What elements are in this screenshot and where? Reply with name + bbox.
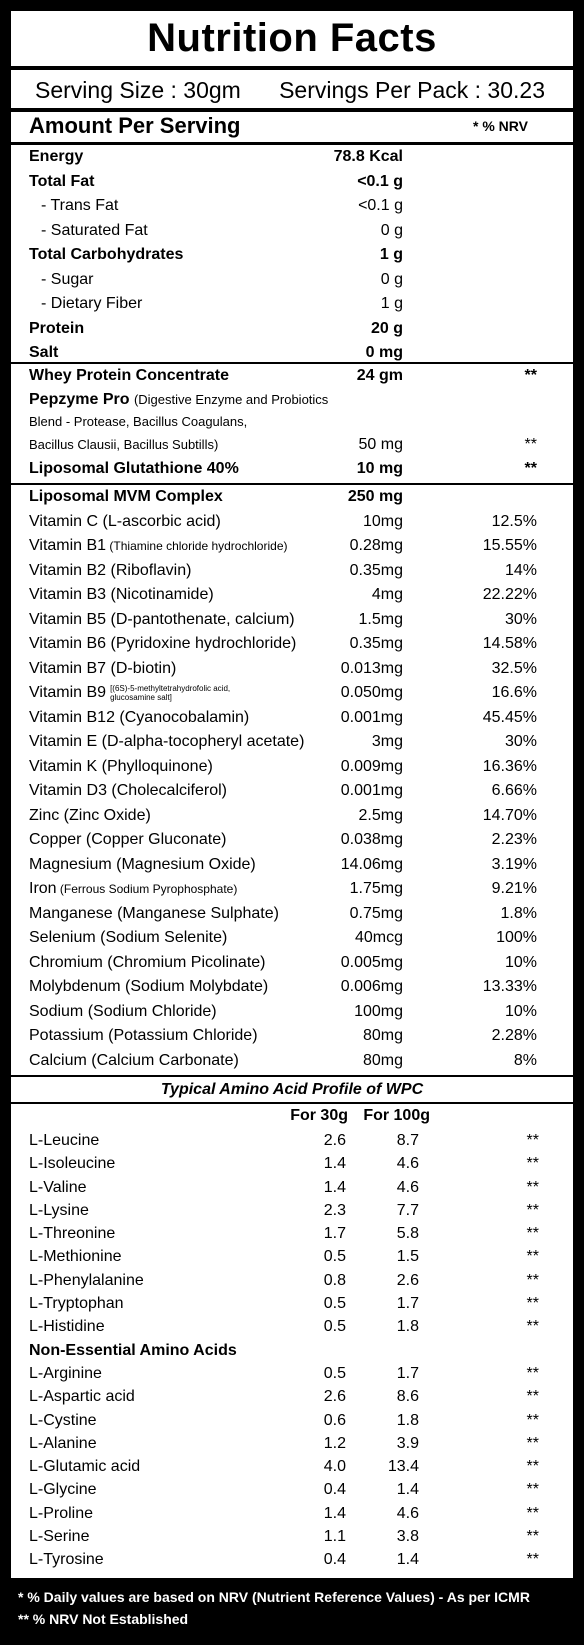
amino-for-30g: 4.0: [323, 1458, 346, 1476]
amino-name: L-Histidine: [29, 1318, 105, 1336]
mvm-row: [11, 853, 573, 878]
serving-size: Serving Size : 30gm: [35, 77, 241, 103]
amino-row: [11, 1478, 573, 1501]
divider: [11, 1075, 573, 1077]
amino-name: L-Cystine: [29, 1411, 97, 1429]
amino-name: L-Serine: [29, 1528, 90, 1546]
pepzyme-desc2: Blend - Protease, Bacillus Coagulans,: [29, 413, 248, 429]
mvm-item-source: [110, 684, 230, 702]
mvm-row: [11, 1000, 573, 1025]
mvm-item-amount: 4mg: [371, 586, 403, 603]
amino-nrv: **: [526, 1551, 539, 1569]
amino-name: L-Arginine: [29, 1364, 102, 1382]
amino-for-30g: 0.5: [323, 1295, 346, 1313]
amino-nrv: **: [526, 1271, 539, 1289]
pepzyme-row: [11, 389, 573, 411]
nutrient-name: Salt: [29, 344, 59, 361]
mvm-item-amount: 0.28mg: [349, 537, 403, 554]
mvm-item-source: (Ferrous Sodium Pyrophosphate): [56, 882, 238, 896]
mvm-row: [11, 681, 573, 706]
amino-row: [11, 1548, 573, 1571]
mvm-row: [11, 632, 573, 657]
footnotes: [18, 1586, 530, 1630]
mvm-item-name: Chromium (Chromium Picolinate): [29, 953, 266, 971]
mvm-item-nrv: 3.19%: [491, 855, 537, 873]
footnote-nrv-basis: * % Daily values are based on NRV (Nutrient Reference Values) - As per ICMR: [18, 1589, 530, 1605]
mvm-row: [11, 1049, 573, 1074]
mvm-item-name: Vitamin C (L-ascorbic acid): [29, 512, 221, 530]
mvm-item-nrv: 14.58%: [482, 635, 537, 652]
nutrient-row: [11, 317, 573, 342]
mvm-item-amount: 80mg: [362, 1027, 403, 1044]
amino-for-100g: 5.8: [396, 1225, 419, 1243]
mvm-header-row: [11, 485, 573, 510]
nutrient-amount: 0 g: [380, 221, 403, 239]
protein-blend-section: [11, 364, 573, 481]
mvm-item-name: Vitamin B2 (Riboflavin): [29, 561, 192, 579]
mvm-item-amount: 0.35mg: [349, 635, 403, 652]
amino-for-30g: 0.4: [323, 1551, 346, 1569]
mvm-item-amount: 100mg: [354, 1002, 403, 1020]
mvm-row: [11, 706, 573, 731]
mvm-item-nrv: 9.21%: [491, 880, 537, 897]
mvm-item-nrv: 14.70%: [482, 806, 537, 824]
amino-nrv: **: [526, 1201, 539, 1219]
amino-for-30g: 0.5: [323, 1248, 346, 1266]
mvm-row: [11, 926, 573, 951]
basic-nutrients: [11, 145, 573, 366]
mvm-item-nrv: 12.5%: [491, 512, 537, 530]
mvm-item-source-line: [(6S)-5-methyltetrahydrofolic acid,: [110, 683, 231, 693]
nutrient-name: Total Fat: [29, 172, 95, 190]
glutathione-nrv: **: [524, 459, 537, 477]
whey-name: Whey Protein Concentrate: [29, 367, 230, 384]
mvm-row: [11, 534, 573, 559]
amino-for-30g: 1.4: [323, 1504, 346, 1522]
mvm-row: [11, 510, 573, 535]
mvm-item-amount: 80mg: [362, 1051, 403, 1069]
nutrient-row: [11, 145, 573, 170]
amino-for-100g: 4.6: [396, 1504, 419, 1522]
mvm-item-amount: 0.001mg: [340, 782, 403, 799]
amino-name: L-Valine: [29, 1178, 87, 1196]
mvm-item-name: Zinc (Zinc Oxide): [29, 806, 151, 824]
mvm-amount: 250 mg: [347, 488, 403, 505]
mvm-item-nrv: 16.6%: [491, 684, 537, 701]
mvm-item-nrv: 8%: [513, 1051, 537, 1069]
mvm-row: [11, 559, 573, 584]
mvm-item-amount: 0.005mg: [340, 953, 403, 971]
pepzyme-amount: 50 mg: [358, 435, 403, 453]
mvm-item-name: Potassium (Potassium Chloride): [29, 1027, 258, 1044]
mvm-item-nrv: 6.66%: [491, 782, 537, 799]
mvm-row: [11, 975, 573, 1000]
mvm-item-name: Molybdenum (Sodium Molybdate): [29, 978, 269, 995]
amino-nrv: **: [526, 1411, 539, 1429]
nutrient-name: - Saturated Fat: [41, 221, 148, 239]
amino-row: [11, 1502, 573, 1525]
glutathione-name: Liposomal Glutathione 40%: [29, 459, 239, 477]
label-title: Nutrition Facts: [147, 16, 437, 60]
amino-row: [11, 1269, 573, 1292]
mvm-item-amount: 0.001mg: [340, 708, 403, 726]
mvm-item-name: Manganese (Manganese Sulphate): [29, 904, 279, 922]
pepzyme-nrv: **: [524, 435, 537, 453]
mvm-row: [11, 828, 573, 853]
mvm-item-source-line: glucosamine salt]: [110, 692, 172, 702]
mvm-item-amount: 3mg: [371, 733, 403, 750]
whey-amount: 24 gm: [356, 367, 403, 384]
nutrient-row: [11, 243, 573, 268]
amino-row: [11, 1222, 573, 1245]
amino-name: L-Tyrosine: [29, 1551, 104, 1569]
amino-nrv: **: [526, 1318, 539, 1336]
mvm-row: [11, 657, 573, 682]
amino-nrv: **: [526, 1295, 539, 1313]
nutrient-amount: <0.1 g: [357, 172, 403, 190]
mvm-row: [11, 902, 573, 927]
amino-row: [11, 1129, 573, 1152]
nutrient-amount: <0.1 g: [358, 197, 403, 214]
nutrient-amount: 20 g: [370, 319, 403, 337]
amino-for-100g: 2.6: [396, 1271, 419, 1289]
amino-nrv: **: [526, 1248, 539, 1266]
mvm-item-amount: 1.5mg: [358, 610, 403, 628]
mvm-item-nrv: 16.36%: [482, 757, 537, 775]
amino-for-100g: 13.4: [387, 1458, 419, 1476]
amino-nrv: **: [526, 1528, 539, 1546]
mvm-item-nrv: 2.28%: [491, 1027, 537, 1044]
nutrient-amount: 1 g: [379, 246, 403, 263]
glutathione-amount: 10 mg: [356, 459, 403, 477]
nutrient-row: [11, 219, 573, 244]
mvm-item-name: Selenium (Sodium Selenite): [29, 929, 228, 946]
amino-nrv: **: [526, 1388, 539, 1406]
mvm-item-name: Vitamin B6 (Pyridoxine hydrochloride): [29, 635, 297, 652]
nutrient-name: - Dietary Fiber: [41, 295, 143, 312]
amino-name: L-Proline: [29, 1504, 94, 1522]
amino-nrv: **: [526, 1225, 539, 1243]
amino-nrv: **: [526, 1178, 539, 1196]
amino-name: L-Methionine: [29, 1248, 122, 1266]
divider: [11, 1102, 573, 1104]
mvm-section: [11, 485, 573, 1073]
mvm-item-nrv: 30%: [504, 733, 537, 750]
amino-for-30g: 0.4: [323, 1481, 346, 1499]
amino-name: L-Isoleucine: [29, 1155, 116, 1173]
amino-for-30g: 2.6: [323, 1388, 346, 1406]
nutrient-row: [11, 194, 573, 219]
amino-name: L-Glycine: [29, 1481, 97, 1499]
pepzyme-amount-row: [11, 433, 573, 457]
mvm-item-amount: 0.35mg: [349, 561, 403, 579]
mvm-item-nrv: 22.22%: [482, 586, 537, 603]
mvm-row: [11, 755, 573, 780]
amino-name: L-Threonine: [29, 1225, 116, 1243]
amino-name: L-Aspartic acid: [29, 1388, 135, 1406]
amino-for-100g: 8.6: [396, 1388, 419, 1406]
amino-nrv: **: [526, 1364, 539, 1382]
nonessential-heading: Non-Essential Amino Acids: [29, 1341, 237, 1359]
nutrient-row: [11, 170, 573, 195]
amino-for-100g: 1.8: [396, 1318, 419, 1336]
mvm-item-name: Vitamin B1 (Thiamine chloride hydrochloride): [29, 537, 288, 554]
mvm-item-nrv: 14%: [504, 561, 537, 579]
nutrient-amount: 78.8 Kcal: [333, 148, 403, 165]
nutrient-name: Total Carbohydrates: [29, 246, 184, 263]
nutrient-row: [11, 268, 573, 293]
amino-for-100g: 8.7: [396, 1132, 419, 1149]
col-for-100g: For 100g: [363, 1107, 430, 1124]
mvm-item-nrv: 30%: [504, 610, 537, 628]
serving-row: [11, 71, 573, 109]
amino-title: Typical Amino Acid Profile of WPC: [160, 1081, 424, 1098]
amino-nrv: **: [526, 1132, 539, 1149]
amino-for-100g: 4.6: [396, 1178, 419, 1196]
mvm-row: [11, 877, 573, 902]
amino-for-30g: 2.3: [323, 1201, 346, 1219]
amino-for-100g: 1.4: [396, 1481, 419, 1499]
amino-name: L-Alanine: [29, 1434, 97, 1452]
amino-for-30g: 0.5: [323, 1318, 346, 1336]
mvm-item-name: Vitamin B7 (D-biotin): [29, 659, 177, 677]
amino-for-100g: 1.7: [396, 1295, 419, 1313]
divider: [11, 66, 573, 70]
nutrient-amount: 1 g: [380, 295, 403, 312]
whey-row: [11, 364, 573, 389]
mvm-name: Liposomal MVM Complex: [29, 488, 223, 505]
nonessential-heading-row: [11, 1339, 573, 1362]
pepzyme-desc3: Bacillus Clausii, Bacillus Subtills): [29, 436, 219, 452]
mvm-row: [11, 608, 573, 633]
amino-for-30g: 1.4: [323, 1178, 346, 1196]
glutathione-row: [11, 457, 573, 482]
servings-per-pack: Servings Per Pack : 30.23: [279, 77, 545, 103]
amino-for-100g: 3.8: [396, 1528, 419, 1546]
nutrient-name: Energy: [29, 148, 84, 165]
mvm-item-nrv: 10%: [504, 953, 537, 971]
pepzyme-name: Pepzyme Pro: [29, 390, 130, 408]
mvm-item-nrv: 15.55%: [482, 537, 537, 554]
amino-name: L-Phenylalanine: [29, 1271, 144, 1289]
whey-nrv: **: [524, 367, 537, 384]
amino-for-30g: 1.4: [323, 1155, 346, 1173]
amino-nrv: **: [526, 1155, 539, 1173]
mvm-item-amount: 0.050mg: [340, 684, 403, 701]
pepzyme-desc-row: [11, 411, 573, 433]
mvm-item-name: Sodium (Sodium Chloride): [29, 1002, 217, 1020]
mvm-item-source: (Thiamine chloride hydrochloride): [106, 539, 288, 553]
amino-row: [11, 1525, 573, 1548]
mvm-row: [11, 583, 573, 608]
col-for-30g: For 30g: [290, 1107, 348, 1124]
nrv-header: * % NRV: [473, 118, 528, 134]
amino-table: [11, 1129, 573, 1572]
amount-per-serving: Amount Per Serving: [29, 113, 241, 138]
amino-for-100g: 1.4: [396, 1551, 419, 1569]
amino-row: [11, 1432, 573, 1455]
amino-for-100g: 1.7: [396, 1364, 419, 1382]
mvm-item-amount: 0.006mg: [340, 978, 403, 995]
amino-for-30g: 2.6: [323, 1132, 346, 1149]
amino-for-100g: 4.6: [396, 1155, 419, 1173]
amino-row: [11, 1245, 573, 1268]
nutrition-label: [11, 11, 573, 1578]
amino-for-100g: 1.5: [396, 1248, 419, 1266]
amino-name: L-Glutamic acid: [29, 1458, 141, 1476]
mvm-item-nrv: 1.8%: [500, 904, 537, 922]
mvm-item-name: Vitamin B12 (Cyanocobalamin): [29, 708, 250, 726]
amino-for-100g: 1.8: [396, 1411, 419, 1429]
mvm-item-name: Copper (Copper Gluconate): [29, 831, 227, 848]
footnote-nrv-not-established: ** % NRV Not Established: [18, 1611, 189, 1627]
mvm-item-nrv: 45.45%: [482, 708, 537, 726]
amino-row: [11, 1385, 573, 1408]
nutrient-name: - Trans Fat: [41, 197, 119, 214]
amino-row: [11, 1176, 573, 1199]
nutrient-amount: 0 mg: [365, 344, 403, 361]
amino-row: [11, 1455, 573, 1478]
mvm-item-nrv: 10%: [504, 1002, 537, 1020]
amino-name: L-Lysine: [29, 1201, 89, 1219]
amino-nrv: **: [526, 1481, 539, 1499]
mvm-row: [11, 1024, 573, 1049]
mvm-item-name: Magnesium (Magnesium Oxide): [29, 855, 256, 873]
mvm-item-amount: 2.5mg: [358, 806, 403, 824]
mvm-item-amount: 14.06mg: [340, 855, 403, 873]
amino-for-30g: 1.2: [323, 1434, 346, 1452]
mvm-item-name: Vitamin B5 (D-pantothenate, calcium): [29, 610, 295, 628]
amino-row: [11, 1199, 573, 1222]
amino-for-30g: 1.7: [323, 1225, 346, 1243]
mvm-item-name: Vitamin D3 (Cholecalciferol): [29, 782, 227, 799]
amino-nrv: **: [526, 1434, 539, 1452]
mvm-item-nrv: 13.33%: [482, 978, 537, 995]
amino-for-100g: 7.7: [396, 1201, 419, 1219]
nutrient-name: - Sugar: [41, 270, 94, 288]
mvm-item-amount: 0.013mg: [340, 659, 403, 677]
amino-for-30g: 1.1: [323, 1528, 346, 1546]
mvm-row: [11, 730, 573, 755]
mvm-item-amount: 40mcg: [354, 929, 403, 946]
pepzyme-line1: [29, 389, 328, 411]
nutrient-name: Protein: [29, 319, 85, 337]
mvm-item-name: Calcium (Calcium Carbonate): [29, 1051, 239, 1069]
mvm-row: [11, 779, 573, 804]
mvm-row: [11, 951, 573, 976]
amino-for-30g: 0.8: [323, 1271, 346, 1289]
mvm-item-amount: 1.75mg: [349, 880, 403, 897]
mvm-item-name: Vitamin B3 (Nicotinamide): [29, 586, 214, 603]
amino-nrv: **: [526, 1504, 539, 1522]
amino-for-30g: 0.5: [323, 1364, 346, 1382]
mvm-item-name: Vitamin K (Phylloquinone): [29, 757, 213, 775]
amino-name: L-Leucine: [29, 1132, 100, 1149]
amino-for-30g: 0.6: [323, 1411, 346, 1429]
mvm-item-nrv: 32.5%: [491, 659, 537, 677]
amino-nrv: **: [526, 1458, 539, 1476]
amino-row: [11, 1152, 573, 1175]
nutrient-row: [11, 292, 573, 317]
mvm-item-amount: 0.75mg: [349, 904, 403, 922]
mvm-item-nrv: 100%: [496, 929, 537, 946]
amino-for-100g: 3.9: [396, 1434, 419, 1452]
amino-row: [11, 1409, 573, 1432]
mvm-item-name: Iron (Ferrous Sodium Pyrophosphate): [29, 880, 238, 897]
amino-row: [11, 1292, 573, 1315]
mvm-item-name: Vitamin E (D-alpha-tocopheryl acetate): [29, 733, 305, 750]
mvm-item-amount: 0.009mg: [340, 757, 403, 775]
pepzyme-desc1: (Digestive Enzyme and Probiotics: [133, 391, 329, 407]
mvm-item-nrv: 2.23%: [491, 831, 537, 848]
mvm-row: [11, 804, 573, 829]
nutrient-amount: 0 g: [380, 270, 403, 288]
mvm-item-name: Vitamin B9 [(6S)-5-methyltetrahydrofolic acid, glucosamine salt]: [29, 683, 231, 702]
amino-row: [11, 1362, 573, 1385]
amino-row: [11, 1315, 573, 1338]
amino-name: L-Tryptophan: [29, 1295, 124, 1313]
mvm-item-amount: 10mg: [362, 512, 403, 530]
mvm-item-amount: 0.038mg: [340, 831, 403, 848]
